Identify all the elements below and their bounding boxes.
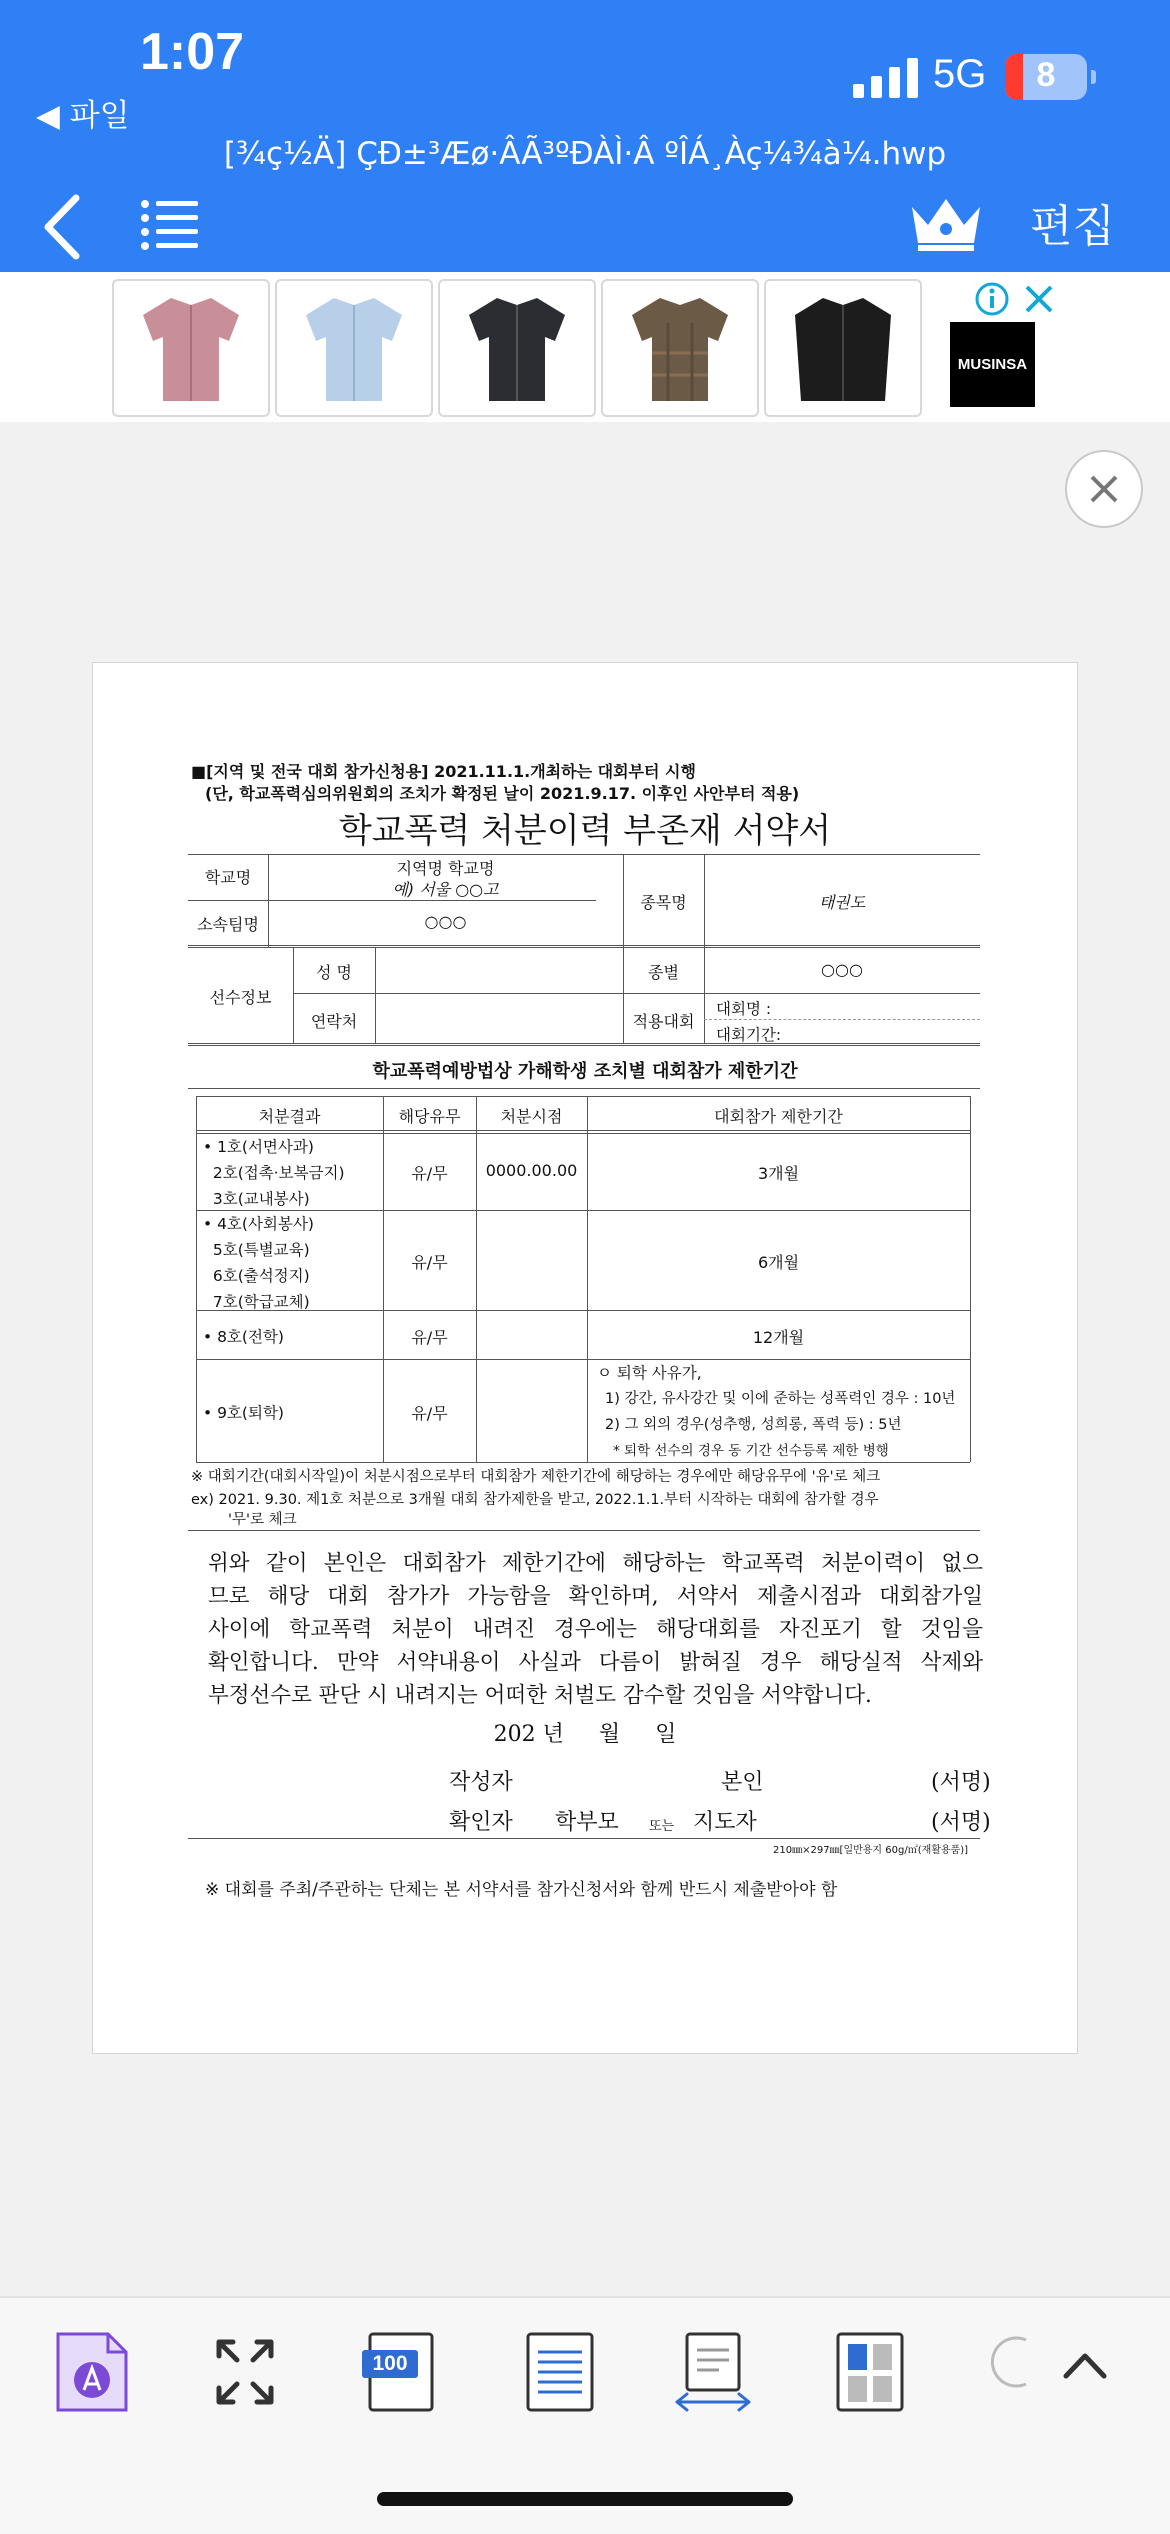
ad-brand-logo[interactable]: MUSINSA [950, 322, 1035, 407]
table-row-4-limit-line-1: ㅇ 퇴학 사유가, [597, 1364, 702, 1382]
network-type: 5G [933, 52, 987, 96]
pledge-line-1: 위와 같이 본인은 대회참가 제한기간에 해당하는 학교폭력 처분이력이 없으 [208, 1551, 983, 1576]
pledge-line-5: 부정선수로 판단 시 내려지는 어떠한 처벌도 감수할 것임을 서약합니다. [208, 1683, 872, 1708]
table-row-1-result-b: 2호(접촉·보복금지) [203, 1164, 345, 1182]
page-navigate-icon[interactable] [673, 2328, 753, 2416]
pledge-line-3: 사이에 학교폭력 처분이 내려진 경우에는 해당대회를 자진포기 할 것임을 [208, 1617, 983, 1642]
team-value: ○○○ [424, 912, 467, 931]
premium-crown-icon[interactable] [910, 195, 982, 251]
zoom-100-icon[interactable] [360, 2328, 440, 2416]
pledge-line-4: 확인합니다. 만약 서약내용이 사실과 다름이 밝혀질 경우 해당실적 삭제와 [208, 1650, 983, 1675]
more-tools-icon[interactable] [986, 2332, 1046, 2392]
table-row-4-limit-line-3: 2) 그 외의 경우(성추행, 성희롱, 폭력 등) : 5년 [605, 1417, 902, 1433]
table-row-4-limit-line-4: * 퇴학 선수의 경우 동 기간 선수등록 제한 병행 [613, 1443, 889, 1459]
cellular-signal-icon [853, 58, 919, 98]
pen-annotate-icon[interactable] [52, 2328, 132, 2416]
sport-label: 종목명 [640, 893, 687, 912]
table-row-1-date: 0000.00.00 [485, 1161, 578, 1180]
table-row-1-result-a: • 1호(서면사과) [203, 1138, 314, 1156]
event-label: 종별 [648, 963, 679, 982]
fullscreen-icon[interactable] [205, 2328, 285, 2416]
page-view-icon[interactable] [520, 2328, 600, 2416]
table-row-3-limit: 12개월 [752, 1328, 805, 1347]
writer-value: 본인 [721, 1770, 764, 1795]
blue-shirt-icon [304, 293, 404, 403]
name-label: 성 명 [316, 963, 352, 982]
battery-icon [1005, 54, 1087, 100]
table-row-2-limit: 6개월 [757, 1253, 800, 1272]
player-info-label: 선수정보 [209, 988, 272, 1007]
header-line-2: (단, 학교폭력심의위원회의 조치가 확정된 날이 2021.9.17. 이후인 사안부터 적용) [205, 784, 800, 803]
thumbnail-grid-icon[interactable] [830, 2328, 910, 2416]
table-row-4-applicable: 유/무 [411, 1404, 448, 1423]
table-row-3-applicable: 유/무 [411, 1328, 448, 1347]
table-header-date: 처분시점 [500, 1107, 563, 1126]
ad-close-icon[interactable] [1022, 282, 1056, 316]
header-line-1: ■[지역 및 전국 대회 참가신청용] 2021.11.1.개최하는 대회부터 시행 [191, 762, 696, 781]
document-content [93, 663, 1077, 2053]
confirmer-or: 또는 [649, 1819, 675, 1834]
leather-jacket-icon [793, 293, 893, 403]
table-row-2-applicable: 유/무 [411, 1253, 448, 1272]
competition-name: 대회명 : [716, 1000, 772, 1018]
confirmer-signature: (서명) [931, 1810, 991, 1835]
zoom-label: 100 [372, 2352, 408, 2375]
ad-product-3[interactable] [438, 279, 596, 417]
plaid-shirt-icon [630, 293, 730, 403]
back-to-app-link[interactable]: ◀ 파일 [36, 98, 130, 134]
table-header-applicable: 해당유무 [398, 1107, 461, 1126]
table-row-1-limit: 3개월 [757, 1164, 800, 1183]
document-page[interactable] [92, 662, 1078, 2054]
region-school: 지역명 학교명 [396, 859, 495, 878]
competition-period: 대회기간: [716, 1026, 782, 1044]
black-shirt-icon [467, 293, 567, 403]
date-line: 202 년 월 일 [493, 1722, 677, 1747]
event-value: ○○○ [821, 960, 863, 979]
confirmer-label: 확인자 [449, 1810, 513, 1835]
table-header-result: 처분결과 [258, 1107, 321, 1126]
table-row-1-applicable: 유/무 [411, 1164, 448, 1183]
table-row-1-result-c: 3호(교내봉사) [203, 1190, 310, 1208]
close-icon [1067, 452, 1141, 526]
ad-product-1[interactable] [112, 279, 270, 417]
close-document-button[interactable] [1065, 450, 1143, 528]
table-row-3-result: • 8호(전학) [203, 1328, 284, 1346]
note-line-1: ※ 대회기간(대회시작일)이 처분시점으로부터 대회참가 제한기간에 해당하는 경우에만 해당유무에 '유'로 체크 [191, 1469, 881, 1485]
ad-info-icon[interactable] [975, 282, 1009, 316]
edit-button[interactable]: 편집 [1030, 201, 1116, 252]
pledge-line-2: 므로 해당 대회 참가가 가능함을 확인하며, 서약서 제출시점과 대회참가일 [208, 1584, 983, 1609]
table-header-limit: 대회참가 제한기간 [714, 1107, 843, 1126]
example-school: 예) 서울 ○○고 [392, 880, 499, 899]
confirmer-parent: 학부모 [555, 1810, 619, 1835]
competition-label: 적용대회 [632, 1012, 695, 1031]
school-label: 학교명 [204, 868, 252, 887]
table-row-4-limit-line-2: 1) 강간, 유사강간 및 이에 준하는 성폭력인 경우 : 10년 [605, 1391, 956, 1407]
back-chevron-icon[interactable] [38, 192, 88, 262]
battery-level: 8 [1036, 56, 1056, 94]
chevron-up-icon[interactable] [1060, 2346, 1110, 2382]
top-bar [0, 0, 1170, 272]
ad-product-4[interactable] [601, 279, 759, 417]
team-label: 소속팀명 [197, 915, 259, 934]
document-filename: [¾ç½Ä] ÇÐ±³Æø·ÂÃ³ºÐÀÌ·Â ºÎÁ¸Àç¼¾à¼.hwp [223, 136, 947, 172]
pink-shirt-icon [141, 293, 241, 403]
home-indicator[interactable] [377, 2492, 793, 2506]
ad-product-5[interactable] [764, 279, 922, 417]
paper-spec: 210㎜×297㎜[일반용지 60g/㎡(재활용품)] [773, 1845, 969, 1856]
ad-banner[interactable] [0, 272, 1170, 422]
confirmer-coach: 지도자 [693, 1810, 757, 1835]
table-row-4-result: • 9호(퇴학) [203, 1404, 284, 1422]
table-row-2-result-c: 6호(출석정지) [203, 1267, 310, 1285]
document-title: 학교폭력 처분이력 부존재 서약서 [338, 811, 832, 851]
list-menu-icon[interactable] [140, 198, 198, 252]
footer-note: ※ 대회를 주최/주관하는 단체는 본 서약서를 참가신청서와 함께 반드시 제출받아야 함 [205, 1880, 838, 1900]
sport-value: 태권도 [818, 893, 866, 912]
status-time: 1:07 [140, 23, 245, 81]
writer-signature: (서명) [931, 1770, 991, 1795]
contact-label: 연락처 [310, 1012, 358, 1031]
restriction-subtitle: 학교폭력예방법상 가해학생 조치별 대회참가 제한기간 [372, 1061, 798, 1082]
note-line-3: '무'로 체크 [228, 1512, 297, 1528]
note-line-2: ex) 2021. 9.30. 제1호 처분으로 3개월 대회 참가제한을 받고, 2022.1.1.부터 시작하는 대회에 참가할 경우 [191, 1492, 879, 1508]
table-row-2-result-b: 5호(특별교육) [203, 1241, 310, 1259]
ad-product-2[interactable] [275, 279, 433, 417]
table-row-2-result-d: 7호(학급교체) [203, 1293, 310, 1311]
writer-label: 작성자 [449, 1770, 513, 1795]
pledge-paragraph [208, 1547, 983, 1712]
table-row-2-result-a: • 4호(사회봉사) [203, 1215, 314, 1233]
